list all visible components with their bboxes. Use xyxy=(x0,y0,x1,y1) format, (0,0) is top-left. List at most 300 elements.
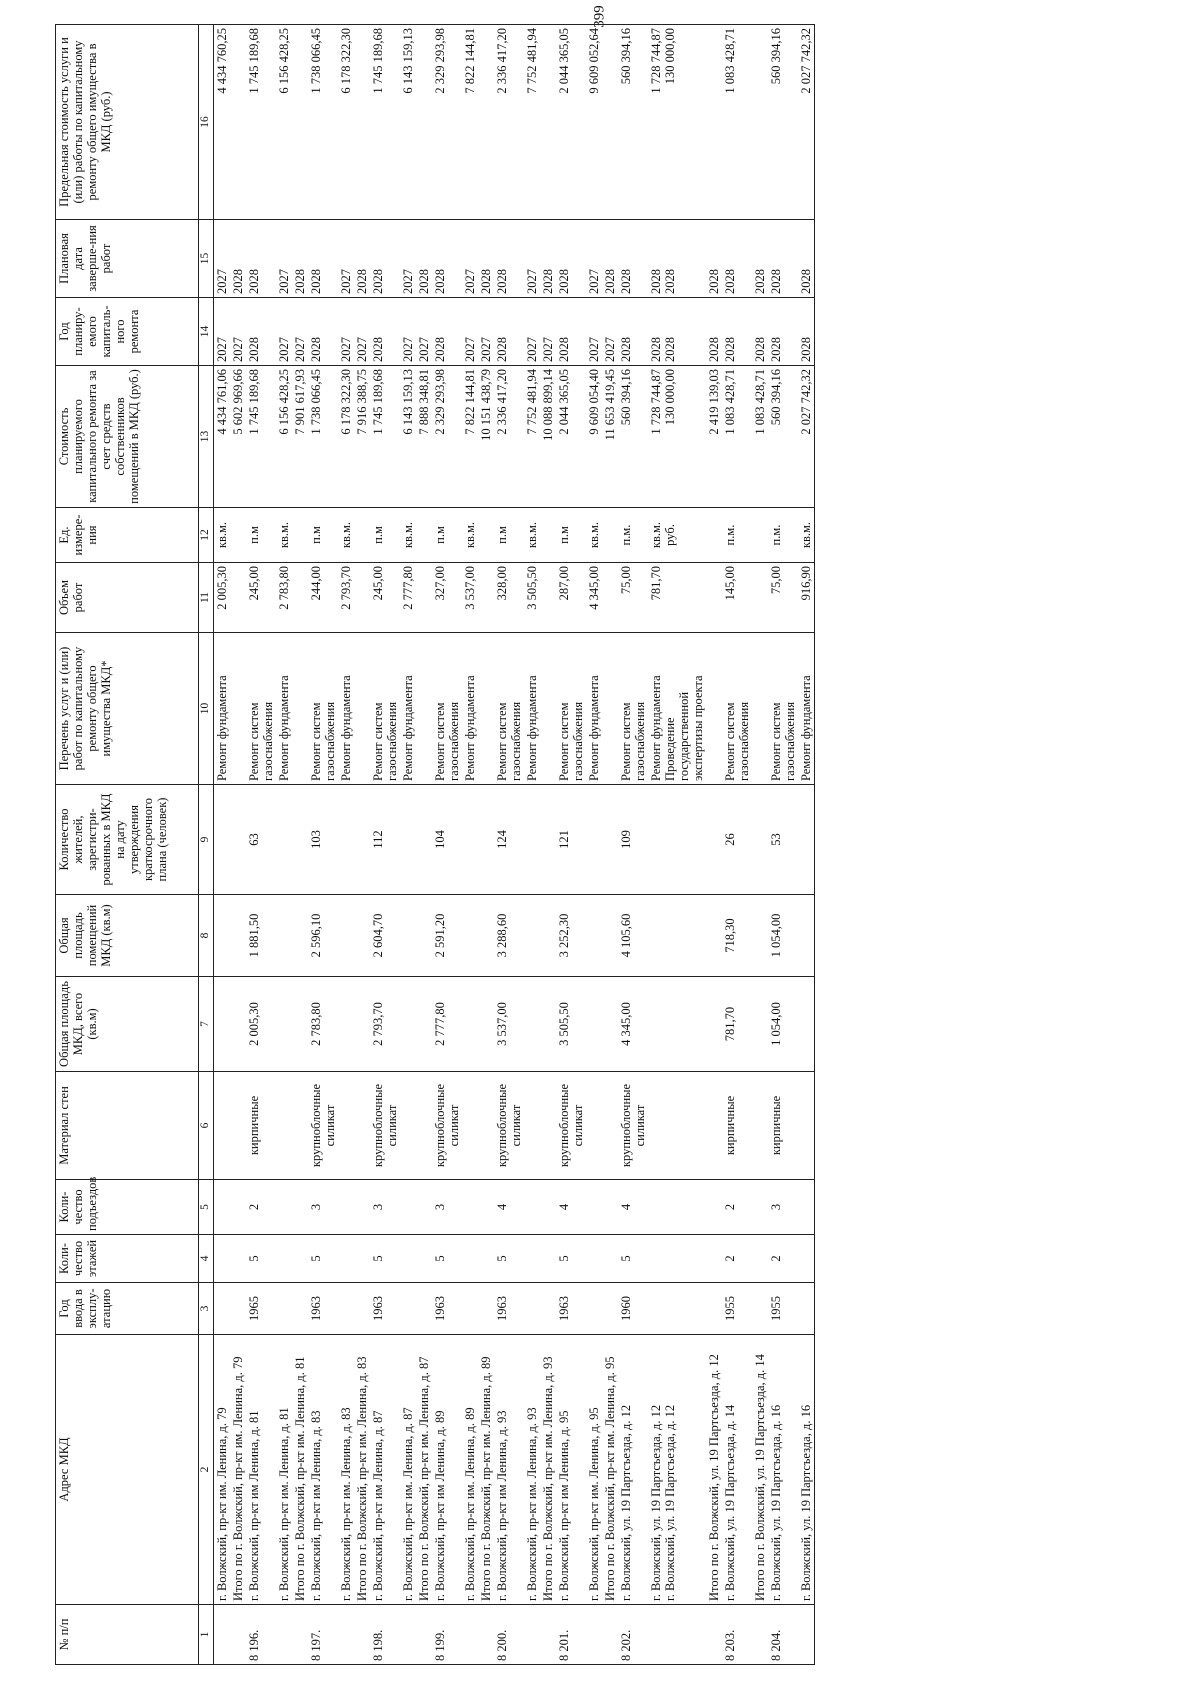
table-cell xyxy=(478,1283,494,1335)
table-cell xyxy=(400,977,416,1072)
table-cell: 6 156 428,25 xyxy=(276,366,292,508)
column-header: Перечень услуг и (или) работ по капитальному ремонту общего имущества МКД* xyxy=(56,633,199,785)
table-cell: 3 505,50 xyxy=(524,563,540,633)
table-cell: 7 752 481,94 xyxy=(524,366,540,508)
table-cell xyxy=(478,1072,494,1180)
table-cell xyxy=(400,785,416,895)
table-cell: 2028 xyxy=(556,220,586,298)
rotated-page xyxy=(55,25,1145,1665)
table-cell xyxy=(586,1605,602,1665)
table-cell: г. Волжский, пр-кт им. Ленина, д. 89 xyxy=(462,1335,478,1605)
table-cell: 2 xyxy=(722,1235,752,1283)
table-cell: 1963 xyxy=(556,1283,586,1335)
table-cell: 1 054,00 xyxy=(768,895,798,977)
table-cell xyxy=(230,1283,246,1335)
table-cell: 1955 xyxy=(722,1283,752,1335)
table-cell xyxy=(400,1283,416,1335)
table-cell: 9 609 052,64 xyxy=(586,25,602,220)
table-cell xyxy=(752,563,768,633)
table-cell xyxy=(462,1283,478,1335)
table-cell: 2028 xyxy=(432,298,462,366)
table-row xyxy=(540,25,556,1665)
table-cell: г. Волжский, пр-кт им. Ленина, д. 95 xyxy=(586,1335,602,1605)
table-cell xyxy=(462,1072,478,1180)
table-cell: 2028 xyxy=(752,220,768,298)
table-cell: кв.м. xyxy=(338,508,354,563)
table-cell xyxy=(648,1072,706,1180)
table-cell: 2027 xyxy=(354,298,370,366)
table-cell: Итого по г. Волжский, пр-кт им. Ленина, д. 87 xyxy=(416,1335,432,1605)
table-cell: 4 xyxy=(494,1180,524,1235)
table-cell xyxy=(230,1235,246,1283)
table-row xyxy=(462,25,478,1665)
table-row xyxy=(798,25,815,1665)
column-header: Общая площадь помещений МКД (кв.м) xyxy=(56,895,199,977)
table-cell: 2 005,30 xyxy=(246,977,276,1072)
table-cell: 2027 xyxy=(586,220,602,298)
column-number: 9 xyxy=(199,785,214,895)
table-cell xyxy=(462,895,478,977)
table-cell xyxy=(400,1235,416,1283)
table-cell xyxy=(230,563,246,633)
table-cell: Итого по г. Волжский, пр-кт им. Ленина, д. 95 xyxy=(602,1335,618,1605)
table-cell xyxy=(338,1235,354,1283)
column-number: 3 xyxy=(199,1283,214,1335)
table-cell xyxy=(752,1072,768,1180)
table-cell: п.м. xyxy=(768,508,798,563)
table-cell: 2027 xyxy=(586,298,602,366)
table-cell: 1 745 189,68 xyxy=(370,25,400,220)
table-cell: 245,00 xyxy=(370,563,400,633)
table-cell: 3 xyxy=(370,1180,400,1235)
column-header: Объем работ xyxy=(56,563,199,633)
table-row xyxy=(556,25,586,1665)
table-cell: г. Волжский, ул. 19 Партсъезда, д. 12 г. Волжский, ул. 19 Партсъезда, д. 12 xyxy=(648,1335,706,1605)
table-cell: 121 xyxy=(556,785,586,895)
table-row xyxy=(276,25,292,1665)
table-cell: Ремонт фундамента xyxy=(338,633,354,785)
table-cell: Ремонт систем газоснабжения xyxy=(618,633,648,785)
table-cell: г. Волжский, пр-кт им Ленина, д. 87 xyxy=(370,1335,400,1605)
table-cell xyxy=(706,785,722,895)
table-cell: 2028 xyxy=(618,220,648,298)
column-header: Адрес МКД xyxy=(56,1335,199,1605)
table-cell: 781,70 xyxy=(648,563,706,633)
table-cell: 7 822 144,81 xyxy=(462,366,478,508)
table-row xyxy=(648,25,706,1665)
table-cell: г. Волжский, пр-кт им. Ленина, д. 93 xyxy=(524,1335,540,1605)
column-header: Год планиру-емого капиталь-ного ремонта xyxy=(56,298,199,366)
table-cell xyxy=(292,977,308,1072)
table-cell xyxy=(478,25,494,220)
table-cell xyxy=(524,1180,540,1235)
table-cell xyxy=(798,1605,815,1665)
table-cell: 2 419 139,03 xyxy=(706,366,722,508)
table-cell xyxy=(230,1072,246,1180)
table-cell: 3 537,00 xyxy=(462,563,478,633)
table-cell: 2 044 365,05 xyxy=(556,25,586,220)
table-cell xyxy=(400,1605,416,1665)
table-cell xyxy=(586,785,602,895)
table-cell: крупноблочные силикат xyxy=(432,1072,462,1180)
table-cell: 104 xyxy=(432,785,462,895)
column-number: 16 xyxy=(199,25,214,220)
table-row xyxy=(416,25,432,1665)
table-cell: 2027 xyxy=(602,298,618,366)
table-cell: 2028 xyxy=(618,298,648,366)
table-cell xyxy=(706,1605,722,1665)
table-cell: 8 201. xyxy=(556,1605,586,1665)
table-cell: 5 xyxy=(494,1235,524,1283)
table-cell xyxy=(586,1283,602,1335)
table-cell xyxy=(478,1235,494,1283)
table-cell: 1 881,50 xyxy=(246,895,276,977)
capital-repair-table xyxy=(55,24,815,1665)
table-cell: г. Волжский, пр-кт им Ленина, д. 83 xyxy=(308,1335,338,1605)
table-cell xyxy=(648,977,706,1072)
table-cell xyxy=(214,977,231,1072)
table-cell: 6 143 159,13 xyxy=(400,25,416,220)
table-cell xyxy=(276,895,292,977)
table-cell: 4 105,60 xyxy=(618,895,648,977)
table-cell xyxy=(540,1605,556,1665)
table-cell: 3 537,00 xyxy=(494,977,524,1072)
table-cell xyxy=(524,1235,540,1283)
table-cell: 2 329 293,98 xyxy=(432,366,462,508)
table-cell: 2028 xyxy=(354,220,370,298)
table-cell: крупноблочные силикат xyxy=(308,1072,338,1180)
table-cell xyxy=(462,785,478,895)
table-cell xyxy=(354,1072,370,1180)
table-cell xyxy=(214,1072,231,1180)
table-cell: 718,30 xyxy=(722,895,752,977)
table-cell xyxy=(354,25,370,220)
table-cell: г. Волжский, ул. 19 Партсъезда, д. 16 xyxy=(768,1335,798,1605)
table-cell: 2027 xyxy=(276,220,292,298)
table-cell xyxy=(706,977,722,1072)
table-cell xyxy=(524,1072,540,1180)
table-cell xyxy=(292,1180,308,1235)
table-cell: 1 745 189,68 xyxy=(370,366,400,508)
table-row xyxy=(722,25,752,1665)
table-cell xyxy=(798,1180,815,1235)
table-cell: 2 604,70 xyxy=(370,895,400,977)
table-cell xyxy=(648,1605,706,1665)
table-cell: 2028 xyxy=(432,220,462,298)
page-number: 399 xyxy=(591,5,608,28)
table-cell: 5 xyxy=(618,1235,648,1283)
table-cell xyxy=(524,1605,540,1665)
table-cell: 2 596,10 xyxy=(308,895,338,977)
table-cell xyxy=(602,1605,618,1665)
table-cell xyxy=(752,895,768,977)
table-cell: 1963 xyxy=(308,1283,338,1335)
table-cell xyxy=(292,895,308,977)
table-cell: 2028 xyxy=(768,220,798,298)
table-cell xyxy=(354,1605,370,1665)
table-cell: 2027 xyxy=(416,298,432,366)
table-cell xyxy=(214,1235,231,1283)
table-cell xyxy=(338,895,354,977)
table-cell: 2028 xyxy=(416,220,432,298)
table-cell xyxy=(706,633,722,785)
table-cell xyxy=(478,633,494,785)
table-cell xyxy=(540,633,556,785)
table-cell: г. Волжский, пр-кт им Ленина, д. 81 xyxy=(246,1335,276,1605)
table-cell xyxy=(338,1605,354,1665)
table-cell: 3 288,60 xyxy=(494,895,524,977)
table-row xyxy=(752,25,768,1665)
table-cell xyxy=(230,508,246,563)
table-row xyxy=(494,25,524,1665)
table-cell: 1 728 744,87 130 000,00 xyxy=(648,25,706,220)
table-cell xyxy=(540,1283,556,1335)
table-cell xyxy=(230,633,246,785)
table-cell: 4 345,00 xyxy=(586,563,602,633)
table-cell: Ремонт фундамента xyxy=(276,633,292,785)
table-cell xyxy=(478,895,494,977)
table-cell xyxy=(214,1180,231,1235)
table-cell: 7 901 617,93 xyxy=(292,366,308,508)
table-cell: 2028 2028 xyxy=(648,220,706,298)
table-cell xyxy=(338,1180,354,1235)
table-cell: 2028 xyxy=(706,298,722,366)
column-number: 13 xyxy=(199,366,214,508)
table-cell: 2027 xyxy=(276,298,292,366)
table-cell xyxy=(540,895,556,977)
table-cell: 1 083 428,71 xyxy=(752,366,768,508)
table-cell xyxy=(478,1180,494,1235)
table-cell xyxy=(354,1283,370,1335)
table-cell: 2027 xyxy=(400,298,416,366)
table-cell: 2 027 742,32 xyxy=(798,366,815,508)
table-cell: г. Волжский, пр-кт им. Ленина, д. 83 xyxy=(338,1335,354,1605)
table-cell xyxy=(540,785,556,895)
table-cell xyxy=(416,1605,432,1665)
table-cell: 6 178 322,30 xyxy=(338,25,354,220)
table-cell xyxy=(602,633,618,785)
table-cell: 63 xyxy=(246,785,276,895)
table-cell: 2028 xyxy=(722,298,752,366)
table-cell: 5 xyxy=(556,1235,586,1283)
table-cell xyxy=(400,1072,416,1180)
table-cell: 2 027 742,32 xyxy=(798,25,815,220)
table-cell xyxy=(798,1235,815,1283)
table-cell: 11 653 419,45 xyxy=(602,366,618,508)
table-cell: 8 203. xyxy=(722,1605,752,1665)
table-cell xyxy=(602,1180,618,1235)
table-cell: Ремонт фундамента xyxy=(798,633,815,785)
table-cell: 124 xyxy=(494,785,524,895)
table-cell xyxy=(292,785,308,895)
table-row xyxy=(214,25,231,1665)
table-cell: 5 xyxy=(246,1235,276,1283)
table-cell: 1 083 428,71 xyxy=(722,366,752,508)
table-cell: 3 xyxy=(768,1180,798,1235)
table-cell xyxy=(752,25,768,220)
column-header: Плановая дата заверше-ния работ xyxy=(56,220,199,298)
table-cell xyxy=(706,25,722,220)
table-row xyxy=(586,25,602,1665)
table-cell: Ремонт систем газоснабжения xyxy=(432,633,462,785)
column-number: 11 xyxy=(199,563,214,633)
table-cell: 328,00 xyxy=(494,563,524,633)
table-cell xyxy=(214,1605,231,1665)
table-cell xyxy=(292,1235,308,1283)
table-cell xyxy=(540,508,556,563)
table-cell: 2028 xyxy=(752,298,768,366)
table-cell: 2027 xyxy=(524,298,540,366)
table-row xyxy=(400,25,416,1665)
table-cell: 4 345,00 xyxy=(618,977,648,1072)
table-cell xyxy=(540,1180,556,1235)
table-cell xyxy=(276,1235,292,1283)
table-row xyxy=(230,25,246,1665)
table-cell: Ремонт систем газоснабжения xyxy=(722,633,752,785)
table-cell: 2027 xyxy=(338,298,354,366)
table-cell: Ремонт фундамента xyxy=(524,633,540,785)
table-cell xyxy=(706,508,722,563)
table-cell: 5 602 969,66 xyxy=(230,366,246,508)
table-cell: 8 199. xyxy=(432,1605,462,1665)
table-cell: кв.м. xyxy=(276,508,292,563)
table-cell xyxy=(354,1180,370,1235)
column-header: Коли-чество подъездов xyxy=(56,1180,199,1235)
table-cell xyxy=(416,1072,432,1180)
table-cell: 2027 xyxy=(214,298,231,366)
column-number: 1 xyxy=(199,1605,214,1665)
table-cell: 327,00 xyxy=(432,563,462,633)
table-cell: 4 xyxy=(618,1180,648,1235)
table-row xyxy=(478,25,494,1665)
table-cell: 4 434 761,06 xyxy=(214,366,231,508)
table-row xyxy=(292,25,308,1665)
table-cell: крупноблочные силикат xyxy=(618,1072,648,1180)
table-cell: 2028 xyxy=(308,220,338,298)
table-cell xyxy=(416,977,432,1072)
table-cell: 245,00 xyxy=(246,563,276,633)
table-row xyxy=(768,25,798,1665)
table-cell xyxy=(338,977,354,1072)
table-cell xyxy=(648,1283,706,1335)
table-cell: 2028 xyxy=(230,220,246,298)
table-cell: 145,00 xyxy=(722,563,752,633)
table-cell xyxy=(648,1235,706,1283)
table-cell xyxy=(540,1072,556,1180)
table-cell xyxy=(478,563,494,633)
table-cell xyxy=(292,633,308,785)
table-cell xyxy=(416,633,432,785)
table-row xyxy=(370,25,400,1665)
table-cell xyxy=(230,25,246,220)
table-cell xyxy=(416,1180,432,1235)
table-cell: 2 793,70 xyxy=(370,977,400,1072)
table-cell xyxy=(602,977,618,1072)
table-cell xyxy=(416,563,432,633)
table-cell: 6 143 159,13 xyxy=(400,366,416,508)
table-cell: 2028 xyxy=(602,220,618,298)
table-cell xyxy=(602,785,618,895)
table-cell: 3 505,50 xyxy=(556,977,586,1072)
table-cell: кирпичные xyxy=(246,1072,276,1180)
table-cell xyxy=(752,785,768,895)
table-cell: Ремонт фундамента Проведение государственной экспертизы проекта xyxy=(648,633,706,785)
table-cell: 7 822 144,81 xyxy=(462,25,478,220)
table-cell: Ремонт фундамента xyxy=(586,633,602,785)
table-cell: 2 783,80 xyxy=(308,977,338,1072)
table-cell: Ремонт фундамента xyxy=(400,633,416,785)
table-cell: 1 083 428,71 xyxy=(722,25,752,220)
table-cell: 2028 xyxy=(798,298,815,366)
table-cell xyxy=(706,1180,722,1235)
table-cell xyxy=(276,1072,292,1180)
table-cell: 8 202. xyxy=(618,1605,648,1665)
table-cell xyxy=(230,785,246,895)
table-cell xyxy=(540,25,556,220)
table-cell: кв.м. руб. xyxy=(648,508,706,563)
table-cell: 6 178 322,30 xyxy=(338,366,354,508)
table-cell: 26 xyxy=(722,785,752,895)
table-row xyxy=(432,25,462,1665)
table-cell xyxy=(798,1072,815,1180)
table-cell: кв.м. xyxy=(214,508,231,563)
table-cell: 2027 xyxy=(478,298,494,366)
table-cell: г. Волжский, пр-кт им. Ленина, д. 87 xyxy=(400,1335,416,1605)
table-cell: 2028 xyxy=(540,220,556,298)
table-cell: 3 xyxy=(308,1180,338,1235)
column-number: 12 xyxy=(199,508,214,563)
table-cell xyxy=(706,895,722,977)
table-cell xyxy=(602,508,618,563)
column-header: Общая площадь МКД, всего (кв.м) xyxy=(56,977,199,1072)
table-cell: 2 591,20 xyxy=(432,895,462,977)
table-cell xyxy=(400,895,416,977)
table-cell xyxy=(462,1605,478,1665)
table-cell: Итого по г. Волжский, пр-кт им. Ленина, д. 79 xyxy=(230,1335,246,1605)
column-number: 7 xyxy=(199,977,214,1072)
table-cell: Итого по г. Волжский, ул. 19 Партсъезда, д. 12 xyxy=(706,1335,722,1605)
table-cell xyxy=(478,508,494,563)
table-cell xyxy=(798,1283,815,1335)
table-cell: 2028 xyxy=(494,298,524,366)
table-cell: 7 888 348,81 xyxy=(416,366,432,508)
table-cell: г. Волжский, пр-кт им Ленина, д. 95 xyxy=(556,1335,586,1605)
header-row xyxy=(56,25,199,1665)
table-cell: 2028 xyxy=(556,298,586,366)
table-cell xyxy=(462,1235,478,1283)
table-cell: 2028 xyxy=(370,298,400,366)
table-cell: п.м. xyxy=(722,508,752,563)
column-number: 10 xyxy=(199,633,214,785)
table-cell: 2027 xyxy=(338,220,354,298)
table-cell: 2 793,70 xyxy=(338,563,354,633)
table-cell xyxy=(230,1180,246,1235)
table-cell: 1963 xyxy=(432,1283,462,1335)
table-cell: крупноблочные силикат xyxy=(494,1072,524,1180)
table-cell xyxy=(706,1235,722,1283)
table-cell: п.м xyxy=(370,508,400,563)
table-cell: 2 005,30 xyxy=(214,563,231,633)
table-cell xyxy=(540,563,556,633)
table-cell xyxy=(230,1605,246,1665)
table-cell xyxy=(292,1283,308,1335)
table-cell: 8 197. xyxy=(308,1605,338,1665)
table-cell: 8 200. xyxy=(494,1605,524,1665)
table-cell: кв.м. xyxy=(524,508,540,563)
table-cell xyxy=(416,25,432,220)
table-cell: г. Волжский, пр-кт им Ленина, д. 89 xyxy=(432,1335,462,1605)
table-cell: 1 738 066,45 xyxy=(308,25,338,220)
